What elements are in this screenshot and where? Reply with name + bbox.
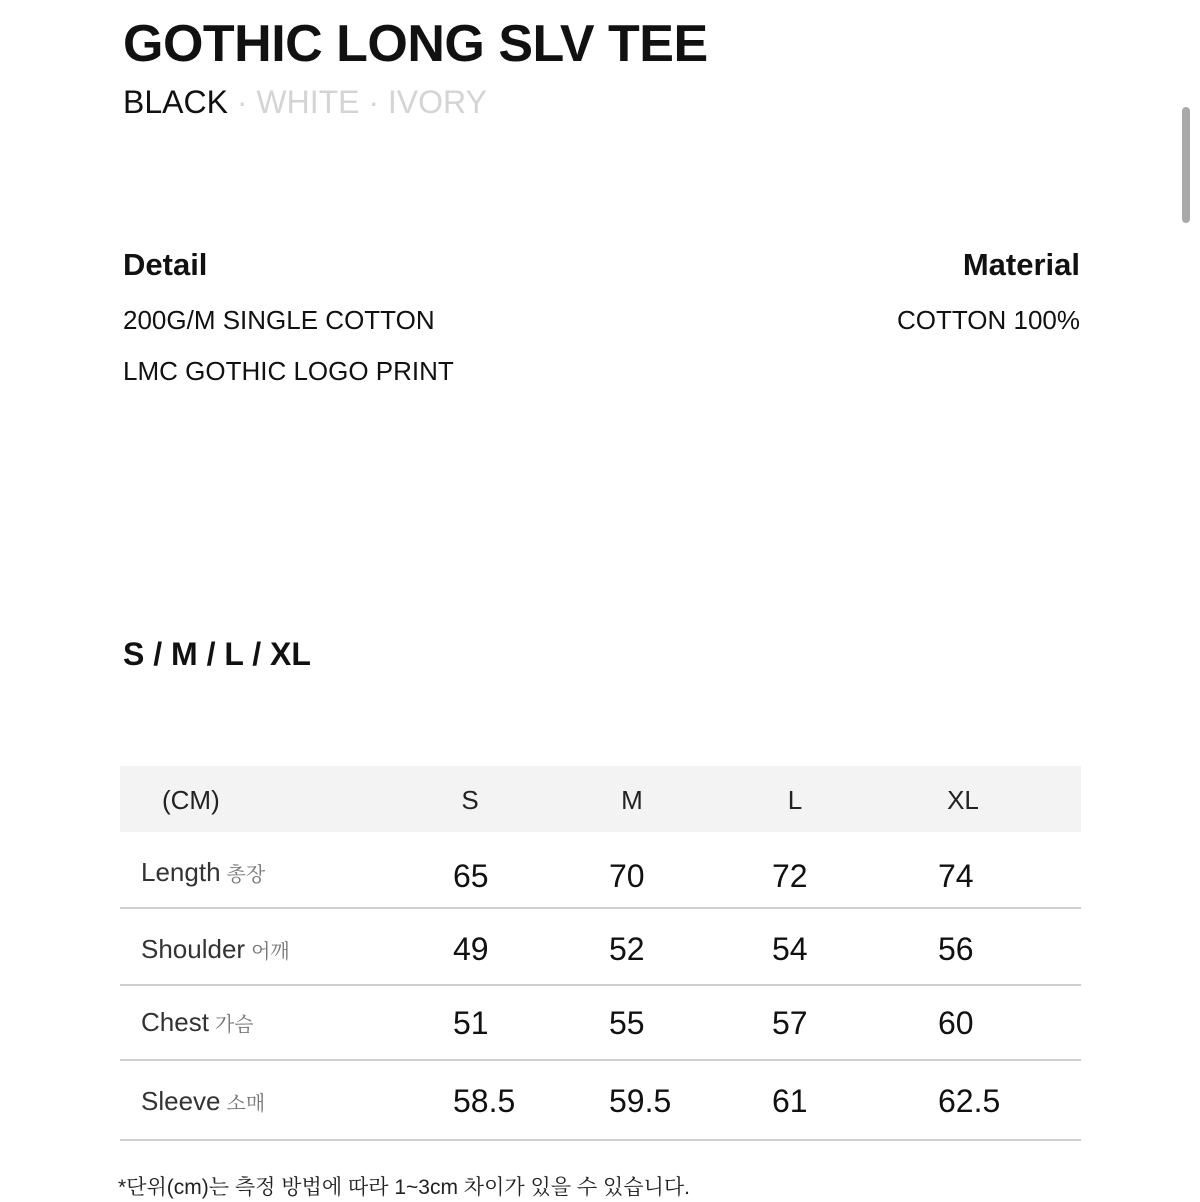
table-row-shoulder <box>120 909 1081 986</box>
column-header-s: S <box>461 785 479 815</box>
value-cell: 49 <box>453 931 489 967</box>
row-label <box>141 856 265 891</box>
row-label-en: Length <box>141 857 221 887</box>
value-cell: 74 <box>938 858 974 894</box>
available-sizes: S / M / L / XL <box>123 636 311 672</box>
table-row-sleeve <box>120 1061 1081 1141</box>
column-header-l: L <box>787 785 803 815</box>
value-cell: 57 <box>772 1005 808 1041</box>
value-cell: 55 <box>609 1005 645 1041</box>
row-label-ko: 어깨 <box>251 941 290 963</box>
value-cell: 52 <box>609 931 645 967</box>
value-cell: 62.5 <box>938 1083 1001 1119</box>
size-table-header <box>120 766 1081 832</box>
color-option-ivory[interactable]: IVORY <box>387 84 487 120</box>
detail-heading: Detail <box>123 247 208 282</box>
material-heading: Material <box>962 247 1080 282</box>
unit-header: (CM) <box>162 785 220 815</box>
scrollbar-thumb[interactable] <box>1182 107 1190 223</box>
measurement-footnote: *단위(cm)는 측정 방법에 따라 1~3cm 차이가 있을 수 있습니다. <box>118 1176 690 1199</box>
color-option-black[interactable]: BLACK <box>123 84 228 120</box>
row-label-ko: 소매 <box>226 1093 266 1115</box>
material-line: COTTON 100% <box>896 305 1080 335</box>
value-cell: 60 <box>938 1005 974 1041</box>
value-cell: 54 <box>772 931 808 967</box>
detail-line-fabric: 200G/M SINGLE COTTON <box>123 305 435 335</box>
table-row-length <box>120 832 1081 909</box>
value-cell: 70 <box>609 858 645 894</box>
size-table <box>120 766 1081 1141</box>
row-label <box>141 933 290 968</box>
value-cell: 58.5 <box>453 1083 516 1119</box>
row-label-en: Sleeve <box>141 1086 221 1116</box>
detail-line-print: LMC GOTHIC LOGO PRINT <box>123 356 454 386</box>
color-separator: · <box>359 84 388 120</box>
row-label <box>141 1085 265 1120</box>
column-header-xl: XL <box>947 785 979 815</box>
row-label-ko: 가슴 <box>214 1014 254 1036</box>
value-cell: 51 <box>453 1005 489 1041</box>
color-options <box>123 82 487 122</box>
value-cell: 61 <box>772 1083 808 1119</box>
row-label <box>141 1006 254 1041</box>
value-cell: 72 <box>772 858 808 894</box>
row-label-ko: 총장 <box>226 864 266 886</box>
value-cell: 56 <box>938 931 974 967</box>
column-header-m: M <box>621 785 643 815</box>
value-cell: 59.5 <box>609 1083 672 1119</box>
color-separator: · <box>227 84 257 120</box>
color-option-white[interactable]: WHITE <box>256 84 360 120</box>
table-row-chest <box>120 986 1081 1061</box>
value-cell: 65 <box>453 858 489 894</box>
product-title: GOTHIC LONG SLV TEE <box>123 15 708 73</box>
row-label-en: Shoulder <box>141 934 246 964</box>
row-label-en: Chest <box>141 1007 209 1037</box>
